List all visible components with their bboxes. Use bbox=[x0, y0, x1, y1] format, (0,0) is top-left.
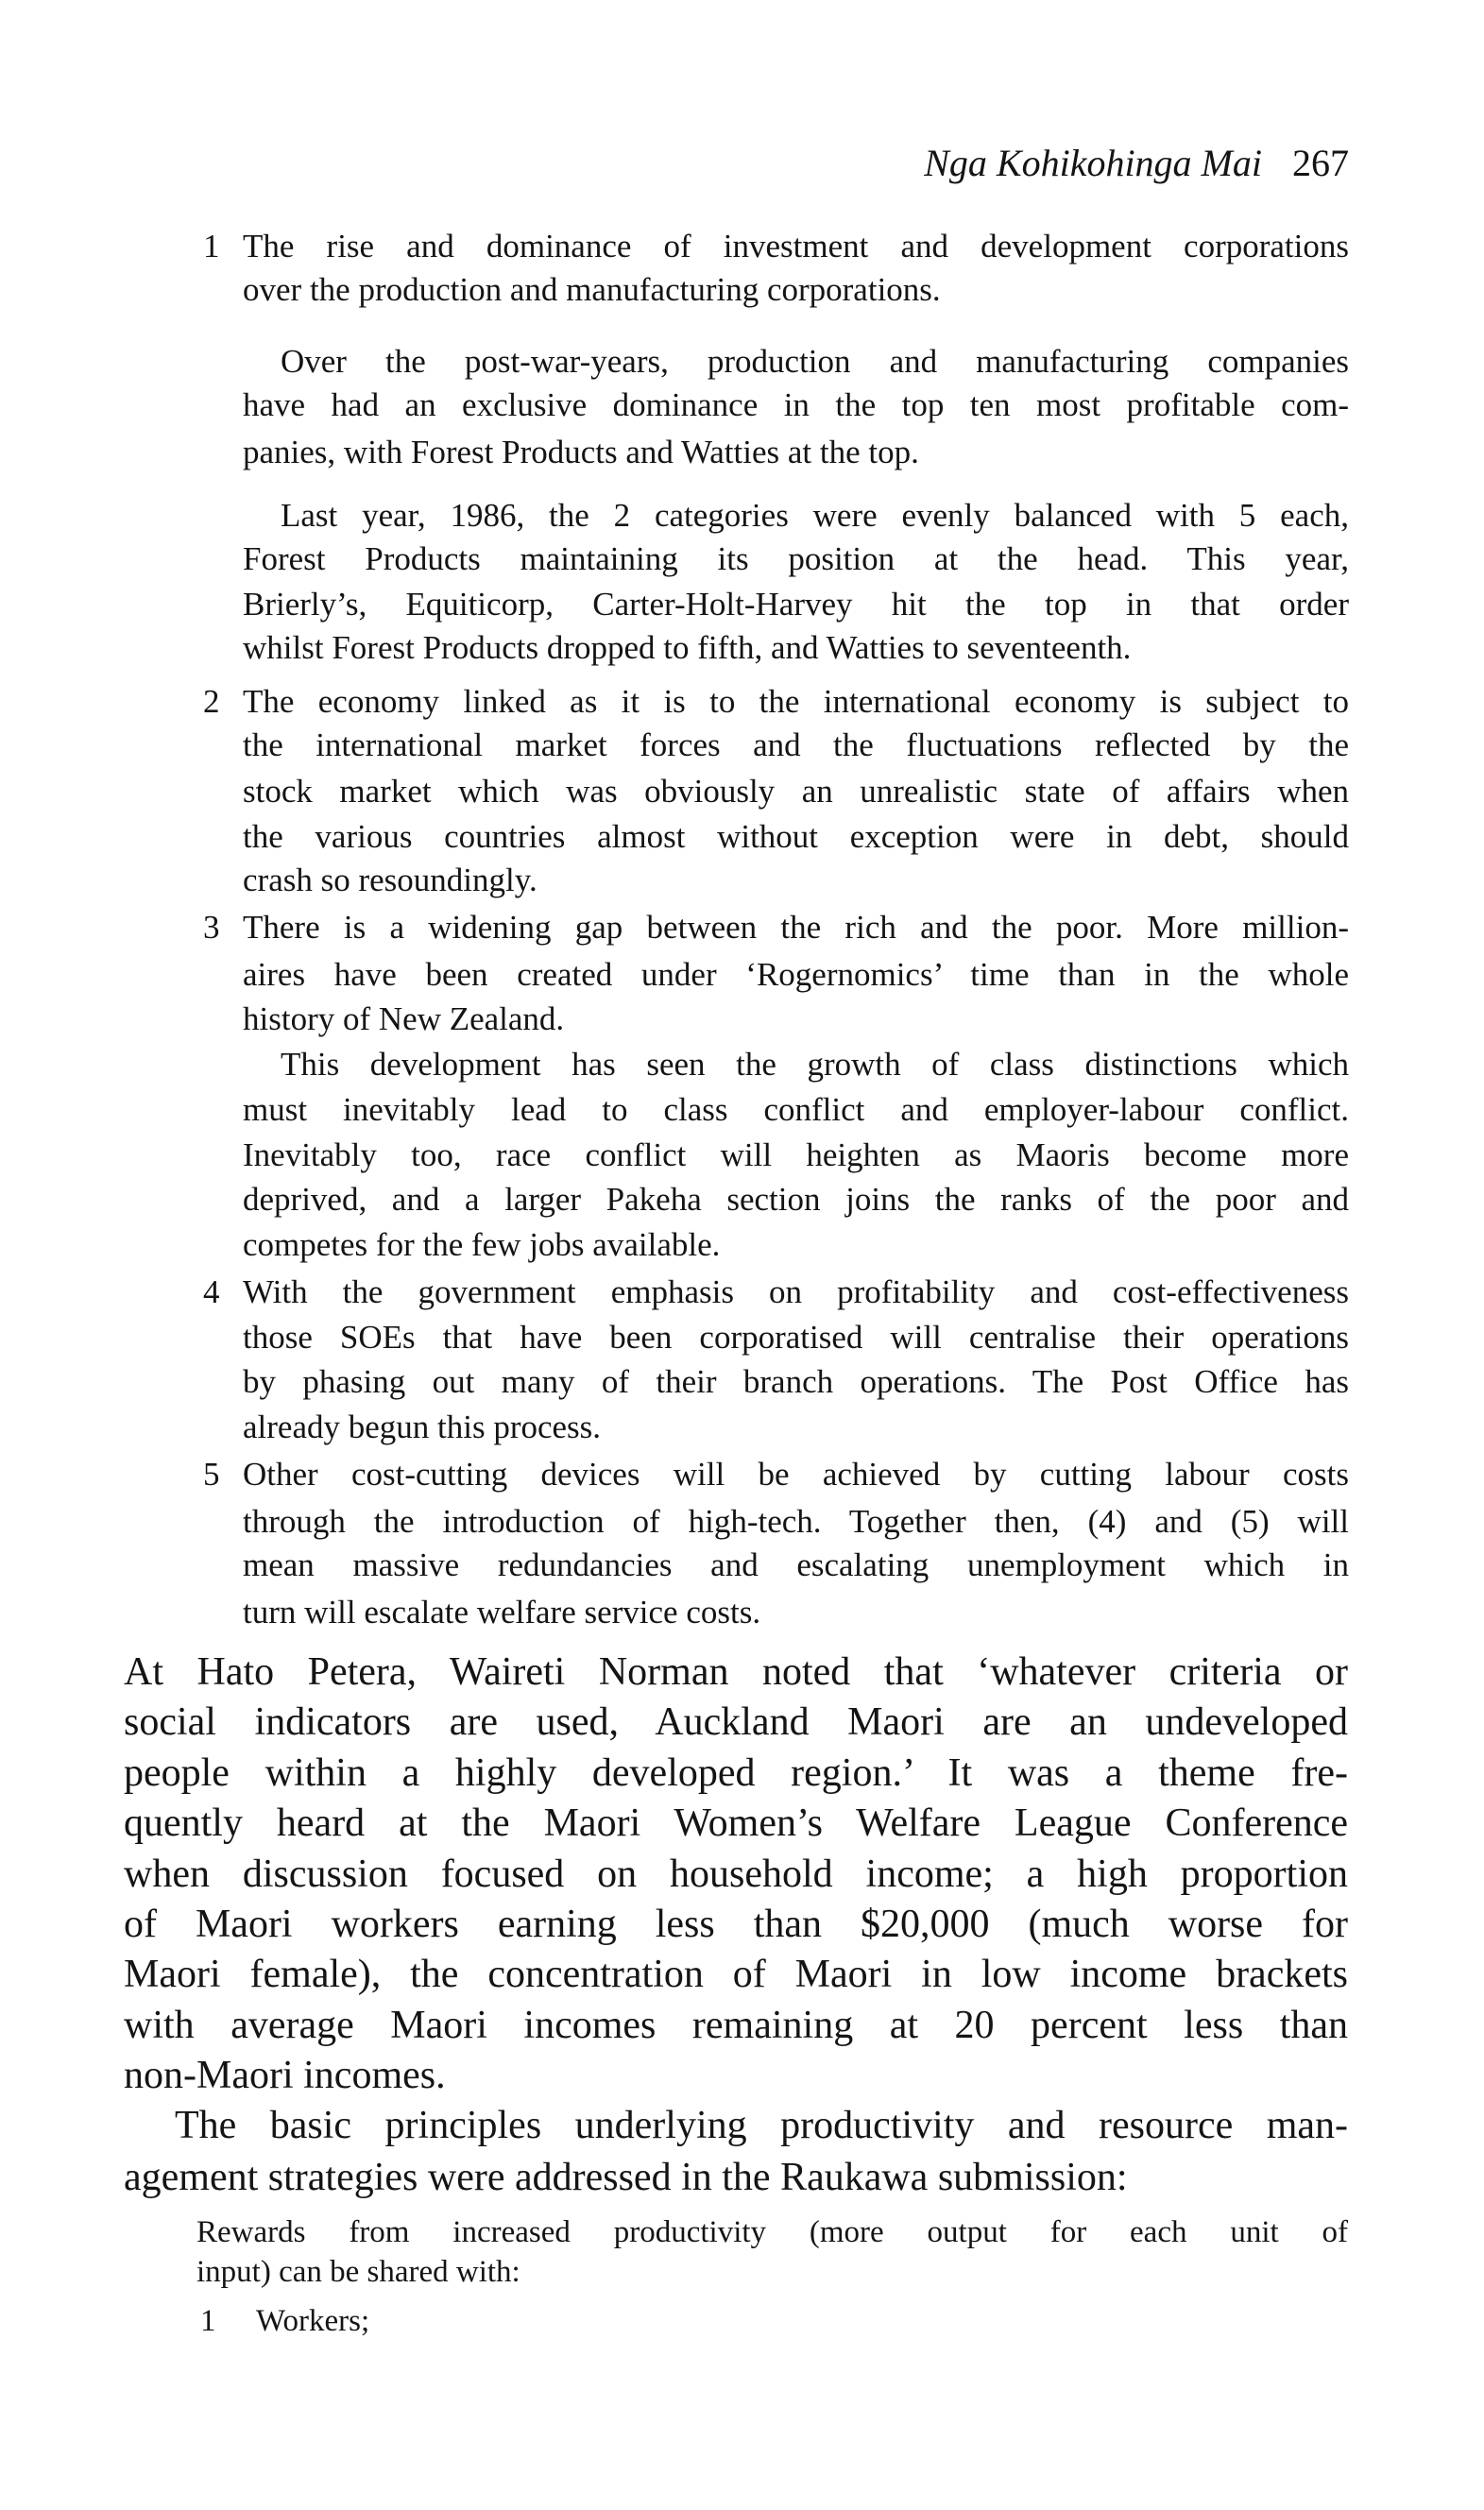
point-number: 1 bbox=[200, 2304, 216, 2338]
text-line: mean massive redundancies and escalating unemployment which in bbox=[243, 1546, 1349, 1583]
text-line: through the introduction of high-tech. Together then, (4) and (5) will bbox=[243, 1503, 1349, 1540]
text-line: input) can be shared with: bbox=[196, 2255, 520, 2289]
text-line: deprived, and a larger Pakeha section joins the ranks of the poor and bbox=[243, 1181, 1349, 1218]
point-number: 2 bbox=[203, 683, 220, 720]
text-line: when discussion focused on household income; a high proportion bbox=[124, 1853, 1348, 1896]
text-line: the international market forces and the fluctuations reflected by the bbox=[243, 726, 1349, 763]
text-line: agement strategies were addressed in the Raukawa submission: bbox=[124, 2156, 1128, 2199]
text-line: crash so resoundingly. bbox=[243, 862, 537, 898]
text-line: There is a widening gap between the rich and the poor. More million- bbox=[243, 909, 1349, 946]
text-line: have had an exclusive dominance in the top ten most profitable com- bbox=[243, 386, 1349, 423]
running-title: Nga Kohikohinga Mai bbox=[924, 142, 1262, 184]
text-line: by phasing out many of their branch operations. The Post Office has bbox=[243, 1363, 1349, 1400]
text-line: At Hato Petera, Waireti Norman noted that ‘whatever criteria or bbox=[124, 1650, 1348, 1694]
text-line: The economy linked as it is to the international economy is subject to bbox=[243, 683, 1349, 720]
text-line: Workers; bbox=[256, 2304, 370, 2338]
text-line: quently heard at the Maori Women’s Welfare League Conference bbox=[124, 1801, 1348, 1845]
running-head bbox=[924, 137, 1349, 190]
text-line: Maori female), the concentration of Maori in low income brackets bbox=[124, 1953, 1348, 1996]
text-line: Rewards from increased productivity (more output for each unit of bbox=[196, 2215, 1348, 2249]
text-line: The basic principles underlying productivity and resource man- bbox=[175, 2104, 1348, 2147]
text-line: With the government emphasis on profitability and cost-effectiveness bbox=[243, 1273, 1349, 1310]
page-number: 267 bbox=[1292, 142, 1349, 184]
text-line: The rise and dominance of investment and development corporations bbox=[243, 228, 1349, 265]
text-line: Forest Products maintaining its position at the head. This year, bbox=[243, 540, 1349, 577]
text-line: This development has seen the growth of class distinctions which bbox=[281, 1046, 1349, 1083]
text-line: Brierly’s, Equiticorp, Carter-Holt-Harvey hit the top in that order bbox=[243, 586, 1349, 623]
text-line: over the production and manufacturing corporations. bbox=[243, 271, 941, 308]
point-number: 3 bbox=[203, 909, 220, 946]
text-line: non-Maori incomes. bbox=[124, 2054, 446, 2097]
text-line: Over the post-war-years, production and manufacturing companies bbox=[281, 343, 1349, 380]
text-line: with average Maori incomes remaining at 20 percent less than bbox=[124, 2004, 1348, 2047]
text-line: must inevitably lead to class conflict and employer-labour conflict. bbox=[243, 1091, 1349, 1128]
text-line: competes for the few jobs available. bbox=[243, 1226, 721, 1263]
text-line: Last year, 1986, the 2 categories were evenly balanced with 5 each, bbox=[281, 497, 1349, 534]
point-number: 4 bbox=[203, 1273, 220, 1310]
text-line: aires have been created under ‘Rogernomics’ time than in the whole bbox=[243, 956, 1349, 993]
text-line: turn will escalate welfare service costs. bbox=[243, 1594, 761, 1631]
text-line: already begun this process. bbox=[243, 1409, 602, 1445]
text-line: whilst Forest Products dropped to fifth, and Watties to seventeenth. bbox=[243, 629, 1132, 666]
text-line: the various countries almost without exception were in debt, should bbox=[243, 818, 1349, 855]
text-line: panies, with Forest Products and Watties at the top. bbox=[243, 434, 919, 470]
text-line: history of New Zealand. bbox=[243, 1000, 565, 1037]
text-line: Inevitably too, race conflict will heighten as Maoris become more bbox=[243, 1136, 1349, 1173]
point-number: 5 bbox=[203, 1456, 220, 1493]
text-line: people within a highly developed region.’ It was a theme fre- bbox=[124, 1751, 1348, 1795]
text-line: stock market which was obviously an unrealistic state of affairs when bbox=[243, 773, 1349, 810]
text-line: those SOEs that have been corporatised will centralise their operations bbox=[243, 1319, 1349, 1356]
point-number: 1 bbox=[203, 228, 220, 265]
text-line: of Maori workers earning less than $20,000 (much worse for bbox=[124, 1903, 1348, 1946]
text-line: Other cost-cutting devices will be achieved by cutting labour costs bbox=[243, 1456, 1349, 1493]
text-line: social indicators are used, Auckland Maori are an undeveloped bbox=[124, 1700, 1348, 1744]
